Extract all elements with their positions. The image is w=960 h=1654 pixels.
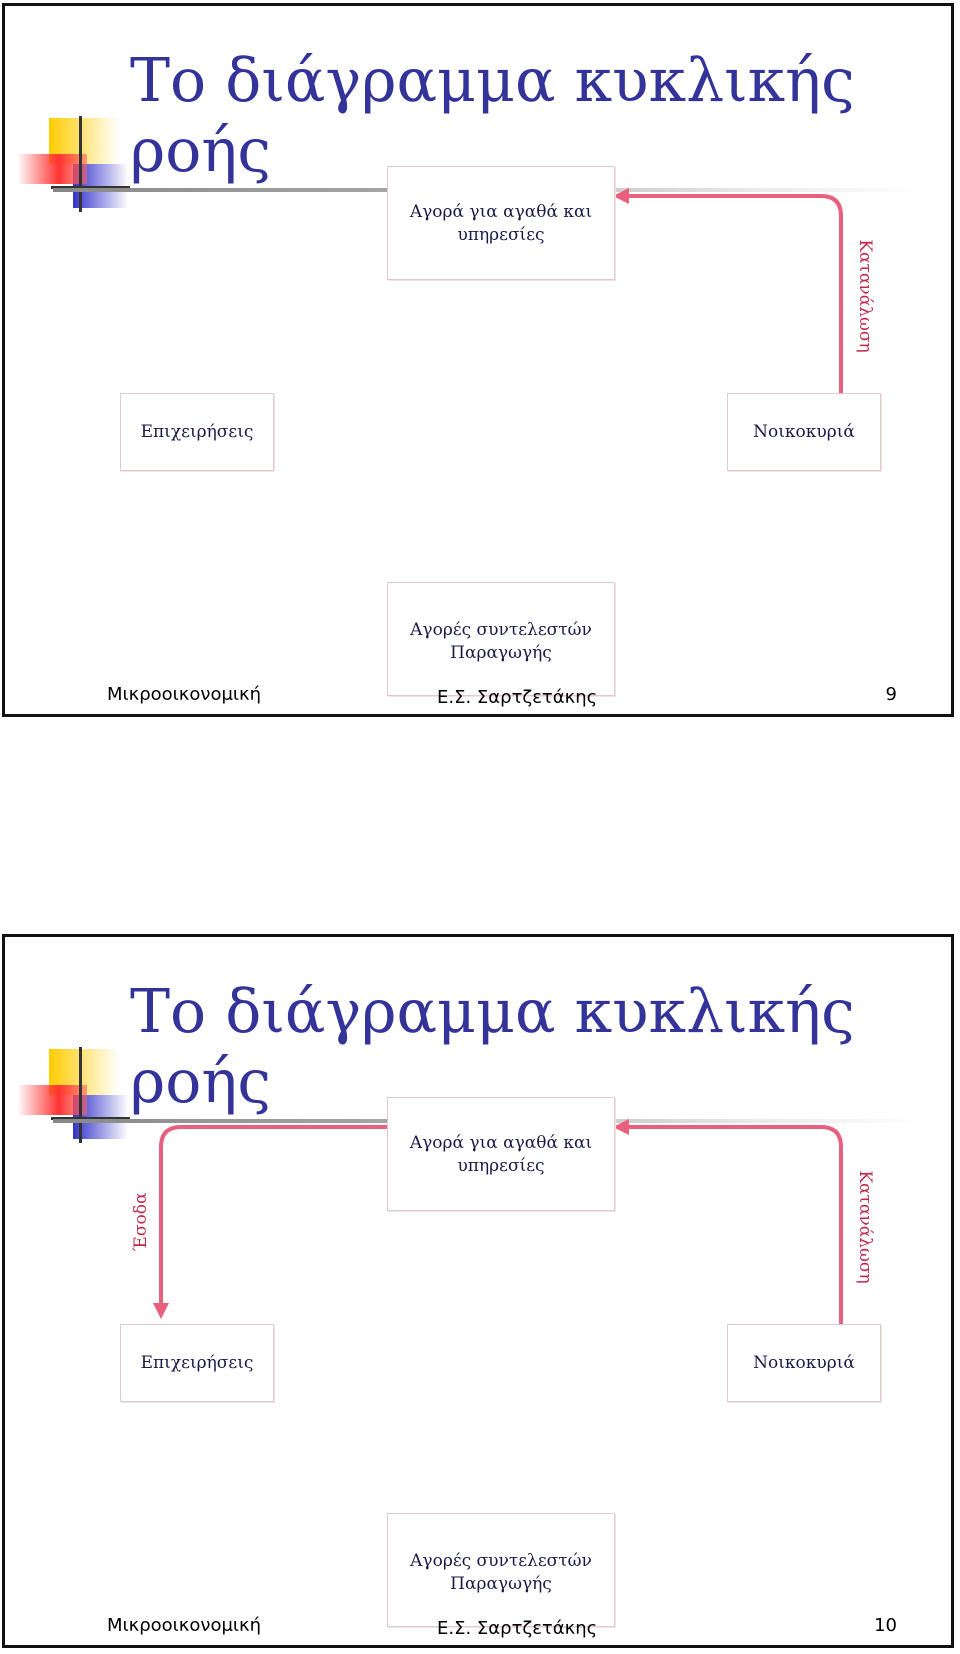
slide-logo-icon: [15, 1047, 130, 1153]
footer-course: Μικροοικονομική: [107, 1615, 262, 1636]
slide-logo-icon: [15, 116, 130, 222]
households-box: Νοικοκυριά: [727, 1324, 881, 1402]
slide-title: Το διάγραμμα κυκλικής ροής: [130, 977, 855, 1117]
consumption-arrow: [623, 196, 841, 393]
factor-market-box: Αγορές συντελεστών Παραγωγής: [387, 582, 615, 696]
income-arrow: [161, 1127, 387, 1309]
income-label: Έσοδα: [131, 1192, 151, 1252]
page-number: 9: [885, 684, 897, 705]
consumption-arrow: [623, 1127, 841, 1324]
footer-author: Ε.Σ. Σαρτζετάκης: [437, 687, 598, 708]
page-number: 10: [874, 1615, 897, 1636]
consumption-label: Κατανάλωση: [855, 1170, 875, 1284]
households-box: Νοικοκυριά: [727, 393, 881, 471]
footer-course: Μικροοικονομική: [107, 684, 262, 705]
footer-author: Ε.Σ. Σαρτζετάκης: [437, 1618, 598, 1639]
firms-box: Επιχειρήσεις: [120, 393, 274, 471]
slide-10: [2, 934, 954, 1648]
slide-title: Το διάγραμμα κυκλικής ροής: [130, 46, 855, 186]
goods-market-box: Αγορά για αγαθά και υπηρεσίες: [387, 166, 615, 280]
factor-market-box: Αγορές συντελεστών Παραγωγής: [387, 1513, 615, 1627]
goods-market-box: Αγορά για αγαθά και υπηρεσίες: [387, 1097, 615, 1211]
firms-box: Επιχειρήσεις: [120, 1324, 274, 1402]
income-arrowhead: [153, 1303, 169, 1319]
consumption-label: Κατανάλωση: [855, 239, 875, 353]
slide-9: [2, 3, 954, 717]
